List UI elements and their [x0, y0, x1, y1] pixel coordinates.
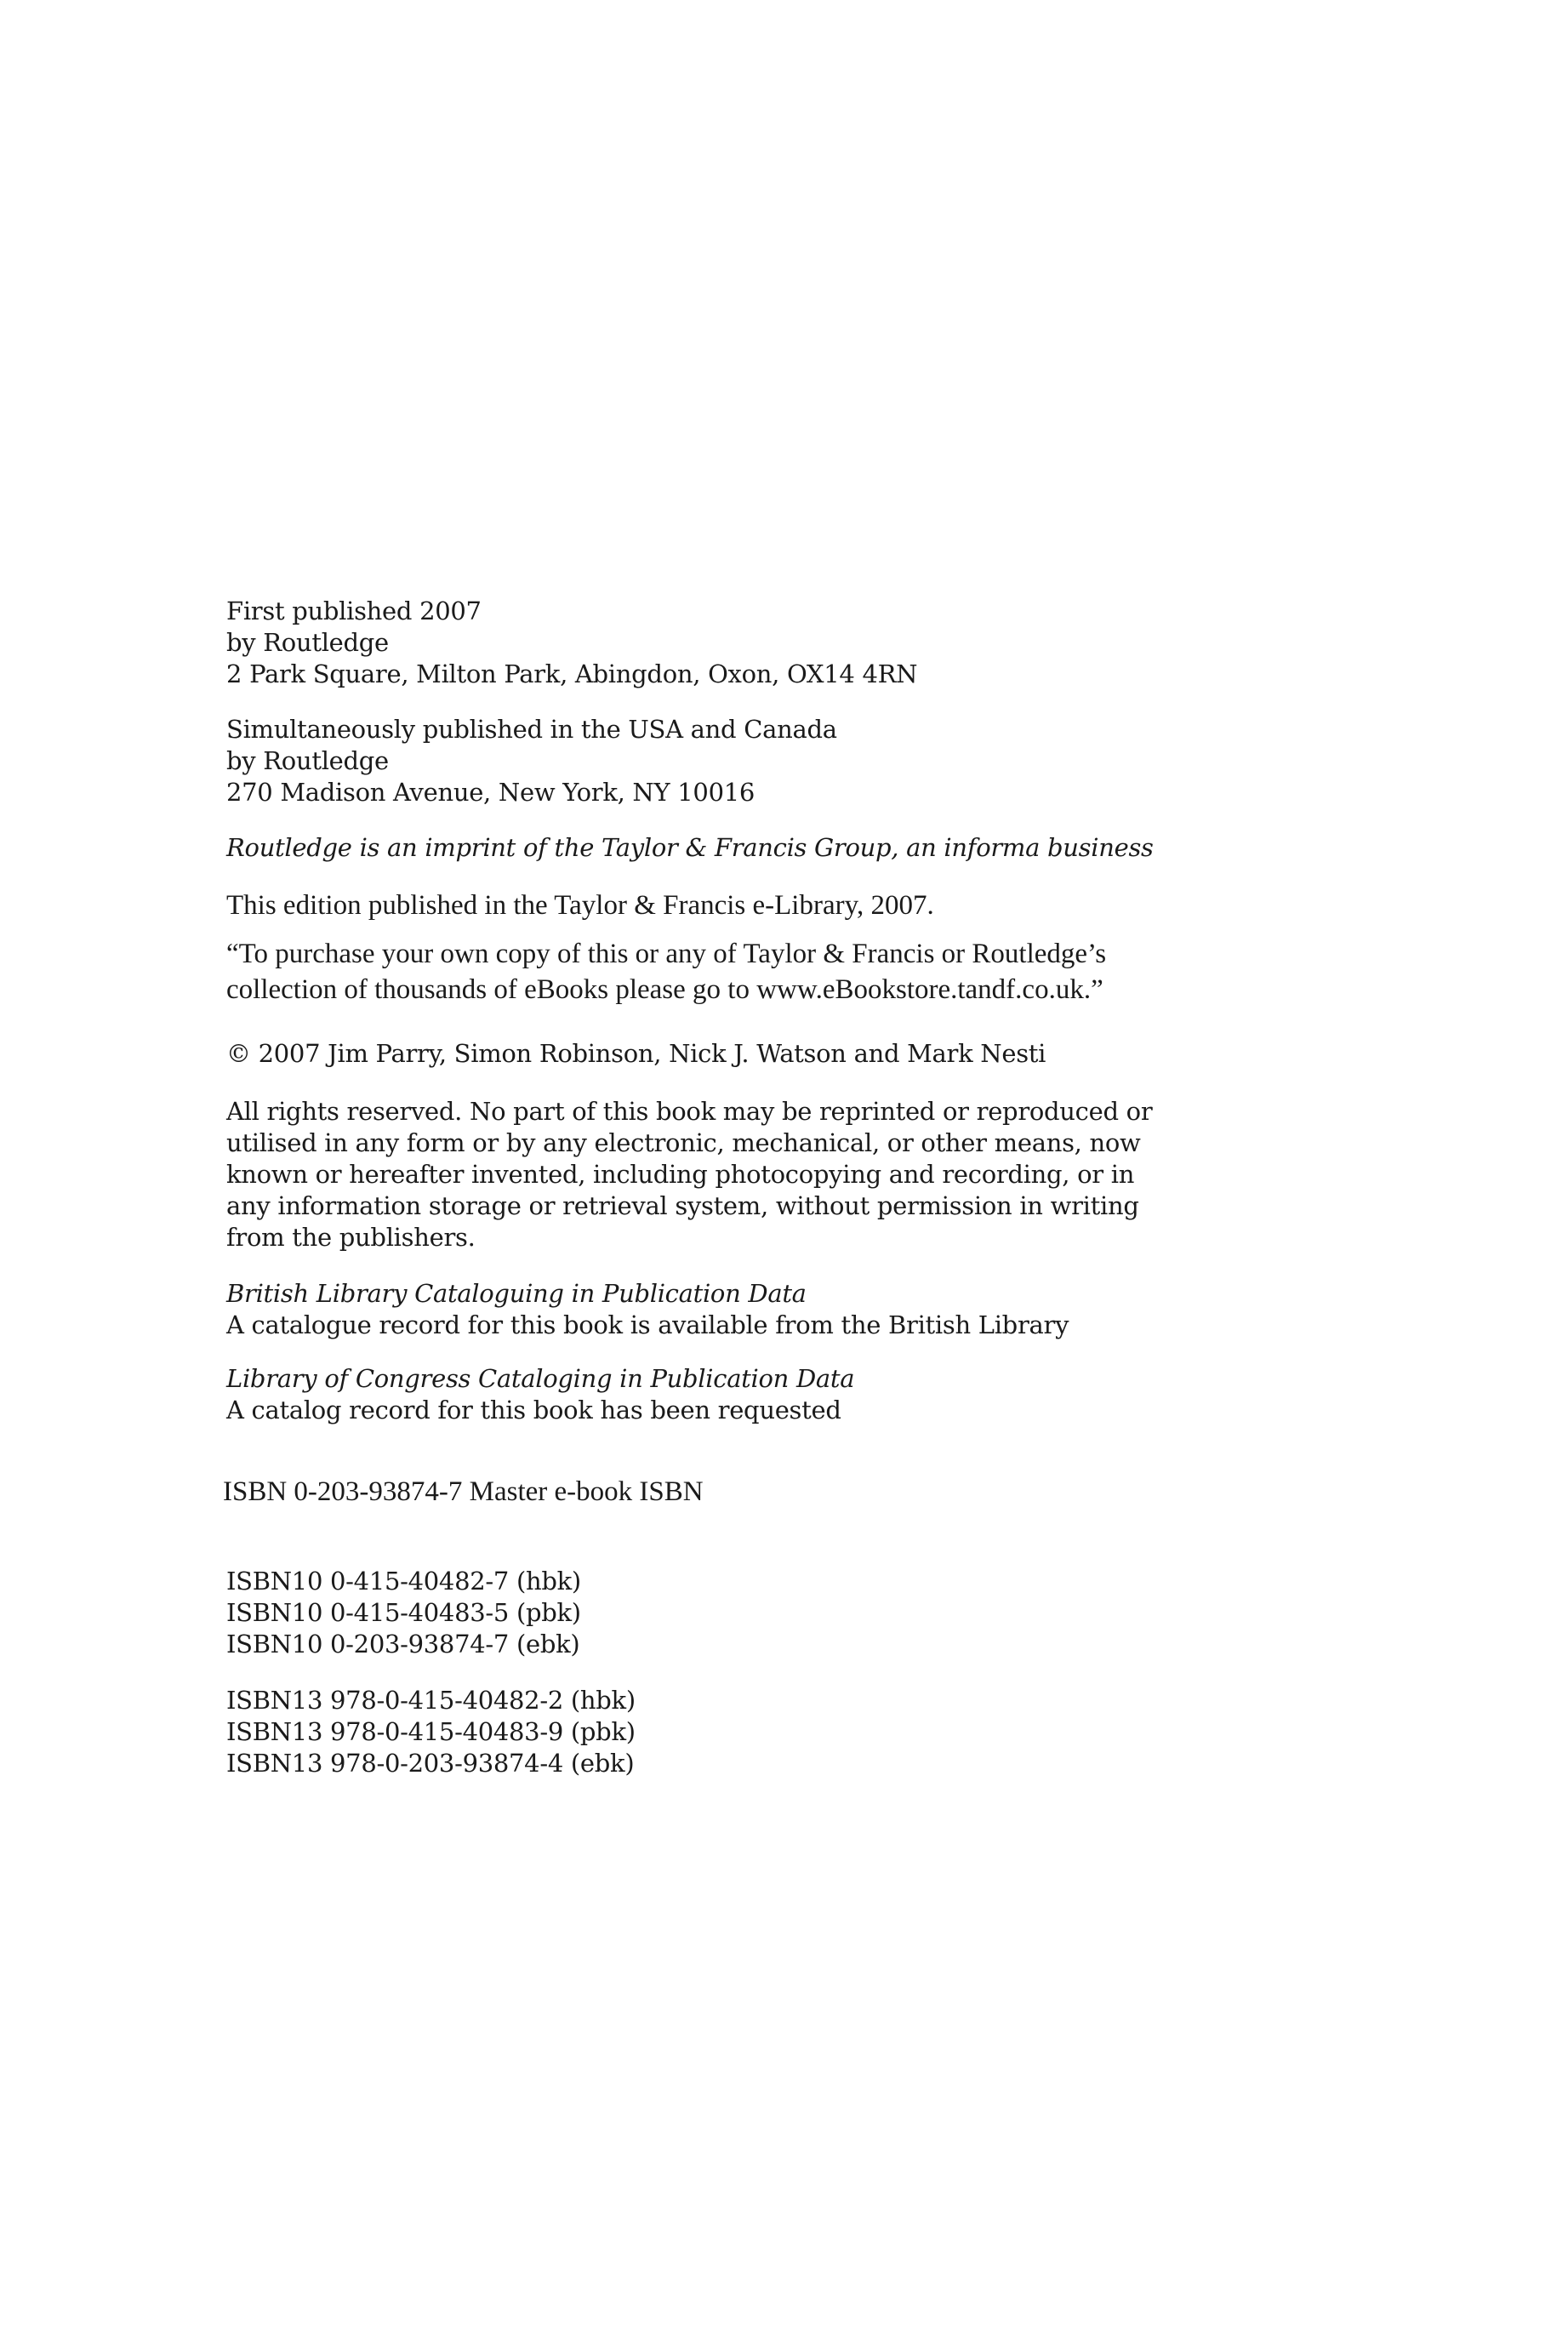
copyright-block	[226, 1038, 1145, 1070]
rights-line-4: any information storage or retrieval system, without permission in writing	[226, 1191, 1139, 1220]
purchase-notice-line-1: “To purchase your own copy of this or any of Taylor & Francis or Routledge’s	[226, 939, 1107, 969]
us-published-line: Simultaneously published in the USA and Canada	[226, 715, 837, 744]
master-isbn-line: ISBN 0-203-93874-7 Master e-book ISBN	[223, 1476, 704, 1507]
isbn13-hbk: ISBN13 978-0-415-40482-2 (hbk)	[226, 1686, 636, 1715]
copyright-line: © 2007 Jim Parry, Simon Robinson, Nick J. Watson and Mark Nesti	[226, 1039, 1046, 1068]
rights-block	[226, 1096, 1153, 1253]
us-publisher-line: by Routledge	[226, 746, 389, 775]
rights-line-1: All rights reserved. No part of this book may be reprinted or reproduced or	[226, 1097, 1153, 1126]
isbn10-pbk: ISBN10 0-415-40483-5 (pbk)	[226, 1598, 581, 1627]
rights-line-2: utilised in any form or by any electronic, mechanical, or other means, now	[226, 1128, 1141, 1157]
isbn13-pbk: ISBN13 978-0-415-40483-9 (pbk)	[226, 1717, 636, 1746]
purchase-notice-block	[226, 936, 1145, 1008]
publisher-line: by Routledge	[226, 628, 389, 657]
isbn13-block	[226, 1685, 1145, 1779]
rights-line-5: from the publishers.	[226, 1223, 476, 1252]
isbn13-ebk: ISBN13 978-0-203-93874-4 (ebk)	[226, 1749, 635, 1778]
ebook-edition-line: This edition published in the Taylor & Francis e-Library, 2007.	[226, 890, 934, 921]
master-isbn-block	[223, 1474, 1142, 1510]
isbn10-block	[226, 1566, 1145, 1660]
imprint-note: Routledge is an imprint of the Taylor & Francis Group, an informa business	[226, 833, 1154, 862]
ebook-edition-block	[226, 888, 1145, 923]
publisher-address-line: 2 Park Square, Milton Park, Abingdon, Oxon, OX14 4RN	[226, 659, 918, 688]
first-published-line: First published 2007	[226, 597, 482, 625]
library-of-congress-heading: Library of Congress Cataloging in Publication Data	[226, 1364, 855, 1393]
imprint-note-block	[226, 832, 1154, 864]
library-of-congress-block	[226, 1363, 1145, 1426]
us-publisher-address-line: 270 Madison Avenue, New York, NY 10016	[226, 778, 755, 807]
purchase-notice-line-2: collection of thousands of eBooks please go to www.eBookstore.tandf.co.uk.”	[226, 974, 1103, 1005]
isbn10-ebk: ISBN10 0-203-93874-7 (ebk)	[226, 1630, 580, 1658]
us-publication-block	[226, 714, 1145, 808]
british-library-text: A catalogue record for this book is available from the British Library	[226, 1310, 1069, 1339]
rights-line-3: known or hereafter invented, including photocopying and recording, or in	[226, 1160, 1135, 1189]
british-library-block	[226, 1278, 1145, 1341]
first-publication-block	[226, 596, 1145, 690]
library-of-congress-text: A catalog record for this book has been requested	[226, 1396, 841, 1424]
british-library-heading: British Library Cataloguing in Publication Data	[226, 1279, 807, 1308]
isbn10-hbk: ISBN10 0-415-40482-7 (hbk)	[226, 1567, 581, 1596]
